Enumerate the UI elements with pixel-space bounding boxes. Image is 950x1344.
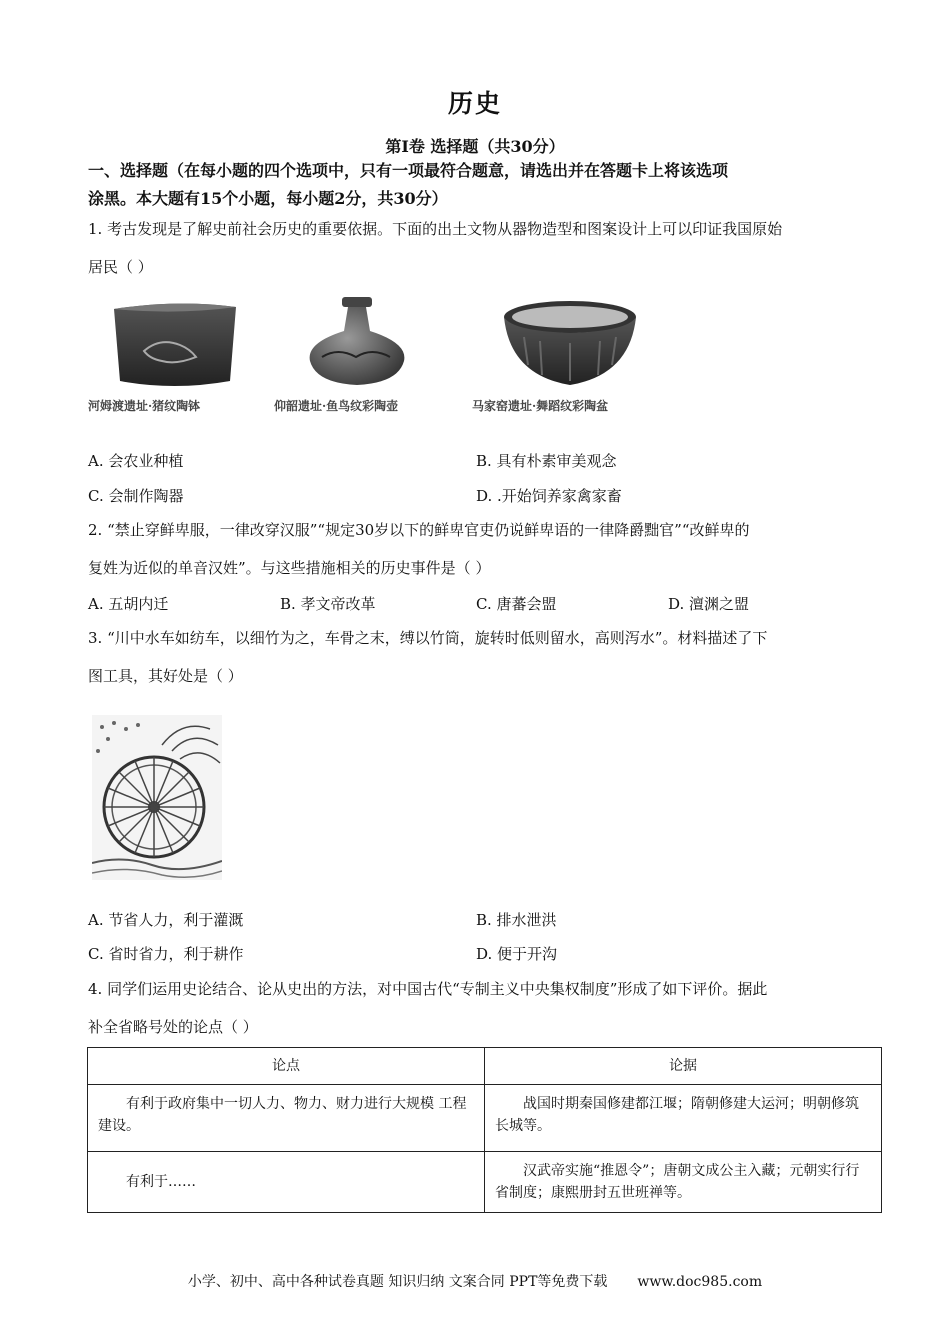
q1-stem-line-2: 居民（ ）	[88, 258, 153, 276]
q2-option-b[interactable]: B. 孝文帝改革	[280, 595, 376, 613]
caption-fish-bird-jar: 仰韶遗址·鱼鸟纹彩陶壶	[274, 399, 399, 413]
table-header-row	[88, 1048, 882, 1085]
q1-option-d[interactable]: D. .开始饲养家禽家畜	[476, 487, 622, 505]
fish-bird-jar-image	[310, 297, 405, 385]
footer-text: 小学、初中、高中各种试卷真题 知识归纳 文案合同 PPT等免费下载	[187, 1274, 608, 1290]
q3-option-b[interactable]: B. 排水泄洪	[476, 911, 557, 929]
dancing-basin-image	[504, 301, 636, 385]
q4-stem-line-2: 补全省略号处的论点（ ）	[88, 1018, 258, 1036]
instruction-line-1: 一、选择题（在每小题的四个选项中，只有一项最符合题意，请选出并在答题卡上将该选项	[88, 161, 729, 180]
q2-stem-line-1: 2. “禁止穿鲜卑服，一律改穿汉服”“规定30岁以下的鲜卑官吏仍说鲜卑语的一律降爵黜官”“改鲜卑的	[88, 521, 750, 539]
q1-option-c[interactable]: C. 会制作陶器	[88, 487, 184, 505]
q1-option-b[interactable]: B. 具有朴素审美观念	[476, 452, 617, 470]
row1-evidence: 战国时期秦国修建都江堰；隋朝修建大运河；明朝修筑长城等。	[485, 1085, 882, 1152]
row1-argument: 有利于政府集中一切人力、物力、财力进行大规模 工程建设。	[88, 1085, 485, 1152]
row2-argument: 有利于……	[88, 1152, 485, 1213]
q2-stem-line-2: 复姓为近似的单音汉姓”。与这些措施相关的历史事件是（ ）	[88, 559, 491, 577]
q1-option-a[interactable]: A. 会农业种植	[88, 452, 184, 470]
header-evidence: 论据	[485, 1048, 882, 1085]
q4-table	[87, 1047, 882, 1213]
instruction-line-2: 涂黑。本大题有15个小题，每小题2分，共30分）	[88, 189, 448, 208]
q2-option-c[interactable]: C. 唐蕃会盟	[476, 595, 557, 613]
q3-option-c[interactable]: C. 省时省力，利于耕作	[88, 945, 244, 963]
q3-stem-line-2: 图工具，其好处是（ ）	[88, 667, 243, 685]
q3-option-d[interactable]: D. 便于开沟	[476, 945, 558, 963]
q3-option-a[interactable]: A. 节省人力，利于灌溉	[88, 911, 244, 929]
caption-dancing-basin: 马家窑遗址·舞蹈纹彩陶盆	[472, 399, 609, 413]
header-argument: 论点	[88, 1048, 485, 1085]
table-row	[88, 1152, 882, 1213]
q2-option-d[interactable]: D. 澶渊之盟	[668, 595, 750, 613]
q1-artifacts-figure	[88, 295, 668, 420]
section-subtitle: 第Ⅰ卷 选择题（共30分）	[385, 137, 565, 156]
q2-option-a[interactable]: A. 五胡内迁	[88, 595, 169, 613]
caption-pig-bowl: 河姆渡遗址·猪纹陶钵	[88, 399, 201, 413]
q3-stem-line-1: 3. “川中水车如纺车，以细竹为之，车骨之末，缚以竹筒，旋转时低则留水，高则泻水”。材料描述了下	[88, 629, 768, 647]
artifact-images	[108, 295, 668, 395]
row2-evidence: 汉武帝实施“推恩令”；唐朝文成公主入藏；元朝实行行省制度；康熙册封五世班禅等。	[485, 1152, 882, 1213]
q4-stem-line-1: 4. 同学们运用史论结合、论从史出的方法，对中国古代“专制主义中央集权制度”形成了如下评价。据此	[88, 980, 768, 998]
table-row	[88, 1085, 882, 1152]
waterwheel-image	[92, 715, 222, 880]
q1-stem-line-1: 1. 考古发现是了解史前社会历史的重要依据。下面的出土文物从器物造型和图案设计上可以印证我国原始	[88, 220, 783, 238]
page-footer	[0, 1271, 950, 1291]
pig-bowl-image	[114, 303, 236, 386]
page-title: 历史	[447, 89, 502, 118]
footer-url[interactable]: www.doc985.com	[637, 1274, 763, 1290]
